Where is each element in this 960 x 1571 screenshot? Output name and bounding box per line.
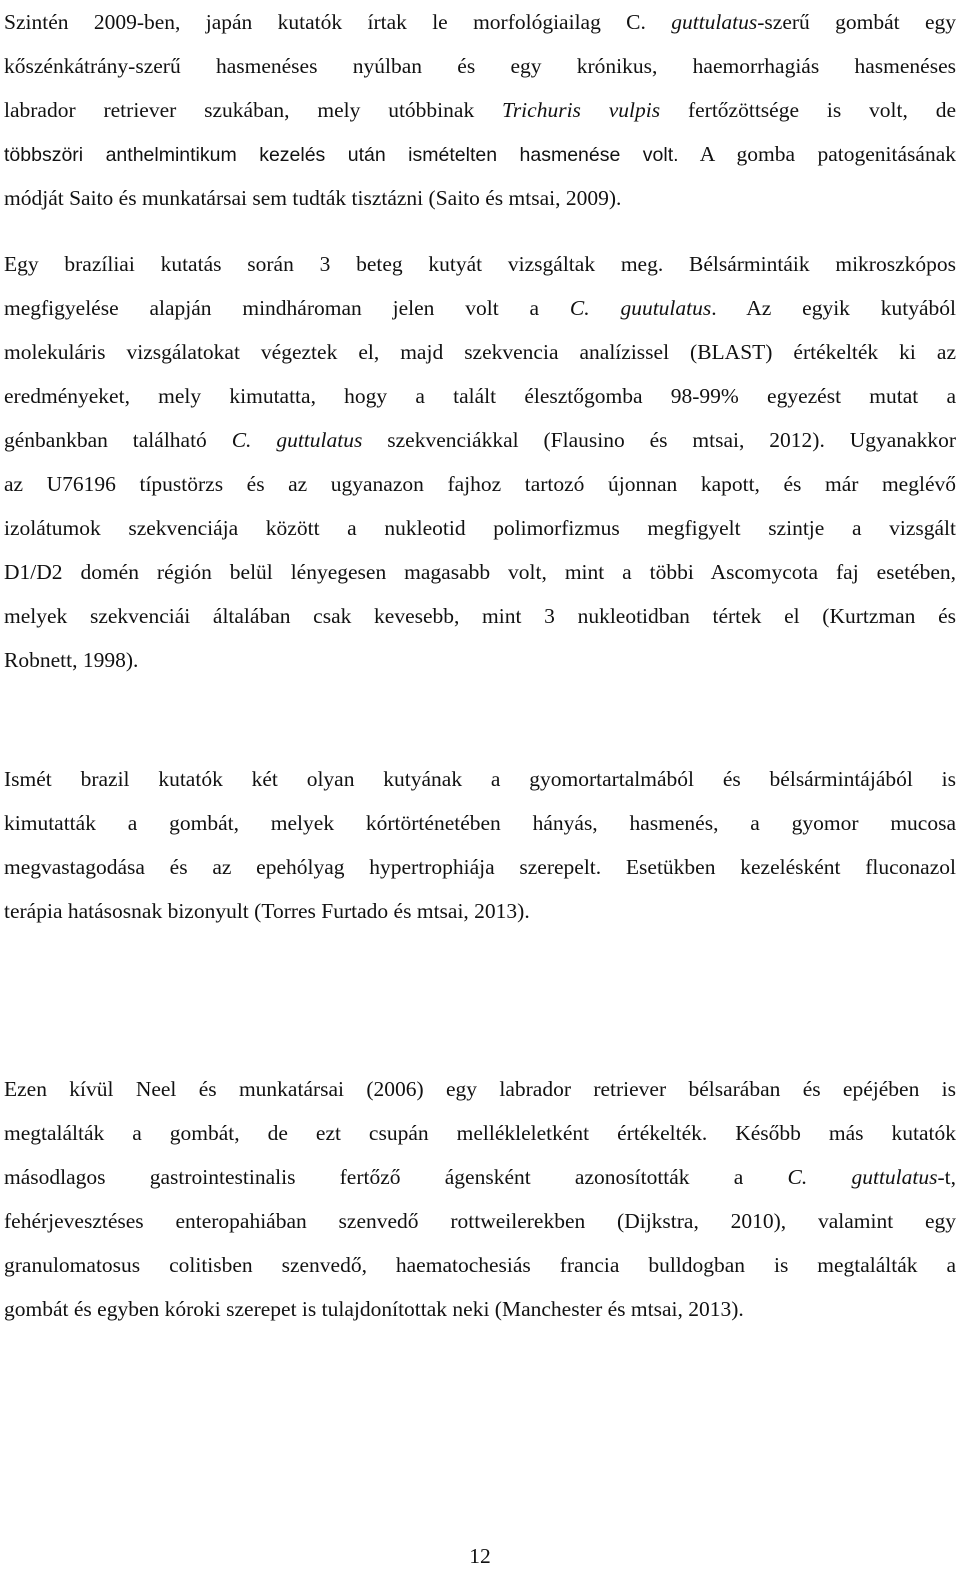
text-segment: fehérjevesztéses enteropahiában szenvedő rottweilerekben (Dijkstra, 2010), valamint egy xyxy=(4,1209,956,1233)
text-line xyxy=(4,176,956,220)
text-line xyxy=(4,374,956,418)
text-segment: szekvenciákkal (Flausino és mtsai, 2012). Ugyanakkor xyxy=(362,428,957,452)
text-line xyxy=(4,1287,956,1331)
text-segment: az U76196 típustörzs és az ugyanazon fajhoz tartozó újonnan kapott, és már meglévő xyxy=(4,472,956,496)
text-line xyxy=(4,757,956,801)
text-segment: molekuláris vizsgálatokat végeztek el, majd szekvencia analízissel (BLAST) értékelték ki az xyxy=(4,340,956,364)
text-line xyxy=(4,889,956,933)
text-line xyxy=(4,550,956,594)
text-line xyxy=(4,1243,956,1287)
text-segment: másodlagos gastrointestinalis fertőző ágensként azonosították a xyxy=(4,1165,788,1189)
text-segment: Ismét brazil kutatók két olyan kutyának a gyomortartalmából és bélsármintájából is xyxy=(4,767,956,791)
paragraph-2 xyxy=(4,242,956,682)
page-number: 12 xyxy=(469,1544,491,1568)
text-segment: Egy brazíliai kutatás során 3 beteg kutyát vizsgáltak meg. Bélsármintáik mikroszkópos xyxy=(4,252,956,276)
text-segment: megfigyelése alapján mindhároman jelen volt a xyxy=(4,296,570,320)
text-segment: Szintén 2009-ben, japán kutatók írtak le morfológiailag C. xyxy=(4,10,672,34)
text-segment: kőszénkátrány-szerű hasmenéses nyúlban és egy krónikus, haemorrhagiás hasmenéses xyxy=(4,54,956,78)
italic-term: C. guttulatus xyxy=(231,428,363,452)
text-segment: gombát és egyben kóroki szerepet is tulajdonítottak neki (Manchester és mtsai, 2013). xyxy=(4,1297,744,1321)
paragraph-4 xyxy=(4,1067,956,1331)
italic-term: C. guutulatus xyxy=(569,296,712,320)
text-segment: kimutatták a gombát, melyek kórtörténetében hányás, hasmenés, a gyomor mucosa xyxy=(4,811,956,835)
paragraph-3 xyxy=(4,757,956,933)
text-line xyxy=(4,132,956,176)
text-line xyxy=(4,638,956,682)
text-line xyxy=(4,330,956,374)
text-line xyxy=(4,1155,956,1199)
text-line xyxy=(4,44,956,88)
text-line xyxy=(4,462,956,506)
text-line xyxy=(4,506,956,550)
text-line xyxy=(4,801,956,845)
text-line xyxy=(4,1067,956,1111)
text-segment: terápia hatásosnak bizonyult (Torres Furtado és mtsai, 2013). xyxy=(4,899,530,923)
text-line xyxy=(4,845,956,889)
text-segment: többszöri anthelmintikum kezelés után ismételten hasmenése volt. xyxy=(4,144,679,166)
text-segment: labrador retriever szukában, mely utóbbinak xyxy=(4,98,503,122)
text-segment: -t, xyxy=(937,1165,957,1189)
italic-term: Trichuris vulpis xyxy=(502,98,661,122)
text-segment: granulomatosus colitisben szenvedő, haematochesiás francia bulldogban is megtalálták a xyxy=(4,1253,956,1277)
text-segment: melyek szekvenciái általában csak kevesebb, mint 3 nukleotidban tértek el (Kurtzman és xyxy=(4,604,956,628)
text-segment: megvastagodása és az epehólyag hypertrophiája szerepelt. Esetükben kezelésként fluconazol xyxy=(4,855,956,879)
paragraph-1 xyxy=(4,0,956,220)
text-line xyxy=(4,418,956,462)
text-segment: Robnett, 1998). xyxy=(4,648,139,672)
text-segment: D1/D2 domén régión belül lényegesen magasabb volt, mint a többi Ascomycota faj esetében, xyxy=(4,560,956,584)
text-line xyxy=(4,594,956,638)
text-segment: Ezen kívül Neel és munkatársai (2006) egy labrador retriever bélsarában és epéjében is xyxy=(4,1077,956,1101)
text-segment: megtalálták a gombát, de ezt csupán mellékleletként értékelték. Később más kutatók xyxy=(4,1121,956,1145)
text-segment: izolátumok szekvenciája között a nukleotid polimorfizmus megfigyelt szintje a vizsgált xyxy=(4,516,956,540)
italic-term: guttulatus xyxy=(671,10,758,34)
text-line xyxy=(4,88,956,132)
text-line xyxy=(4,242,956,286)
text-segment: eredményeket, mely kimutatta, hogy a talált élesztőgomba 98-99% egyezést mutat a xyxy=(4,384,956,408)
text-segment: -szerű gombát egy xyxy=(757,10,956,34)
text-segment: . Az egyik kutyából xyxy=(711,296,956,320)
text-line xyxy=(4,1199,956,1243)
text-segment: fertőzöttsége is volt, de xyxy=(660,98,957,122)
text-segment: módját Saito és munkatársai sem tudták tisztázni (Saito és mtsai, 2009). xyxy=(4,186,622,210)
text-segment: génbankban található xyxy=(4,428,232,452)
text-line xyxy=(4,1111,956,1155)
italic-term: C. guttulatus xyxy=(787,1165,938,1189)
text-line xyxy=(4,286,956,330)
text-segment: A gomba patogenitásának xyxy=(678,142,956,166)
text-line xyxy=(4,0,956,44)
